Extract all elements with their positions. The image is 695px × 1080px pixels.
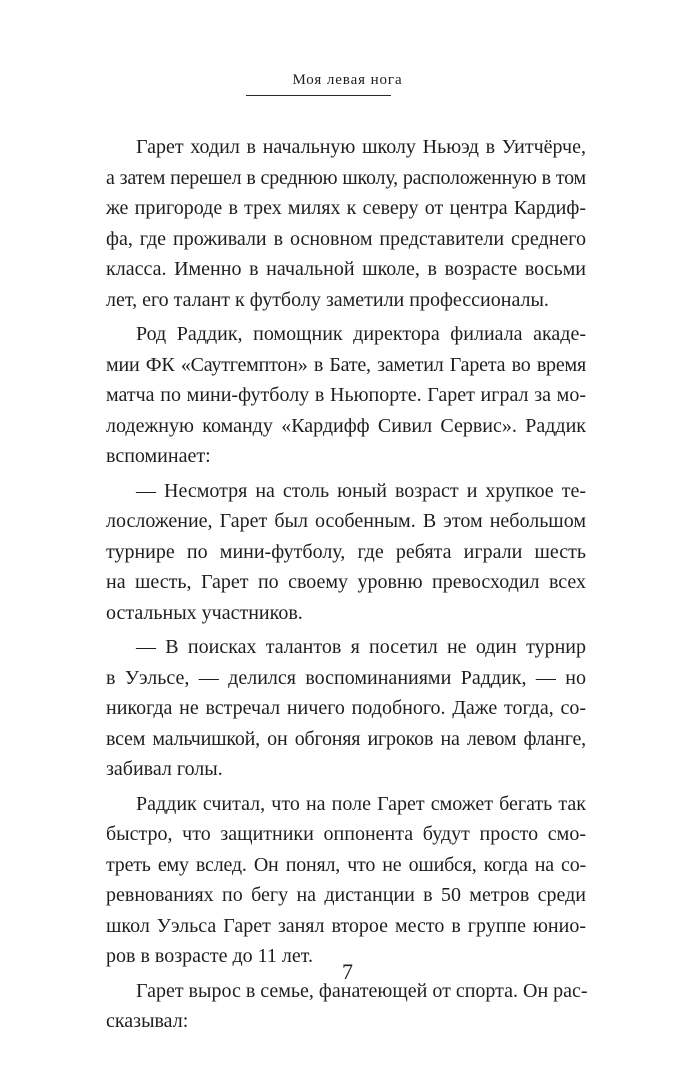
text-line: турнире по мини-футболу, где ребята играли шесть bbox=[106, 540, 586, 563]
running-head-rule bbox=[246, 95, 391, 96]
text-line: школ Уэльса Гарет занял второе место в группе юнио- bbox=[106, 914, 586, 937]
text-line: Гарет ходил в начальную школу Ньюэд в Уитчёрче, bbox=[136, 136, 586, 158]
text-line: треть ему вслед. Он понял, что не ошибся, когда на со- bbox=[106, 853, 586, 876]
paragraph bbox=[106, 632, 586, 785]
paragraph bbox=[106, 319, 586, 472]
page-number: 7 bbox=[342, 959, 353, 984]
text-line: фа, где проживали в основном представители среднего bbox=[106, 227, 586, 250]
text-line: — В поисках талантов я посетил не один турнир bbox=[136, 636, 586, 658]
text-line: матча по мини-футболу в Ньюпорте. Гарет играл за мо- bbox=[106, 384, 586, 406]
running-head-title: Моя левая нога bbox=[292, 72, 403, 88]
text-line: Раддик считал, что на поле Гарет сможет бегать так bbox=[136, 792, 586, 815]
text-line: на шесть, Гарет по своему уровню превосходил всех bbox=[106, 571, 586, 593]
paragraph bbox=[106, 789, 586, 972]
paragraph bbox=[106, 476, 586, 629]
body-text bbox=[106, 132, 586, 1037]
text-line: ревнованиях по бегу на дистанции в 50 метров среди bbox=[106, 884, 586, 906]
text-line: же пригороде в трех милях к северу от центра Кардиф- bbox=[106, 197, 586, 219]
text-line: никогда не встречал ничего подобного. Даже тогда, со- bbox=[106, 697, 586, 719]
text-line: вспоминает: bbox=[106, 445, 211, 467]
text-line: забивал голы. bbox=[106, 758, 223, 780]
text-line: лосложение, Гарет был особенным. В этом небольшом bbox=[106, 510, 586, 532]
text-line: быстро, что защитники оппонента будут просто смо- bbox=[106, 823, 586, 845]
text-line: а затем перешел в среднюю школу, расположенную в том bbox=[106, 166, 586, 189]
text-line: ров в возрасте до 11 лет. bbox=[106, 945, 313, 967]
text-line: мии ФК «Саутгемптон» в Бате, заметил Гарета во время bbox=[106, 353, 586, 376]
text-line: остальных участников. bbox=[106, 601, 303, 624]
text-line: — Несмотря на столь юный возраст и хрупкое те- bbox=[136, 479, 586, 502]
text-line: лодежную команду «Кардифф Сивил Сервис». Раддик bbox=[106, 414, 586, 437]
text-line: лет, его талант к футболу заметили профессионалы. bbox=[106, 288, 549, 311]
text-line: сказывал: bbox=[106, 1010, 189, 1032]
text-line: класса. Именно в начальной школе, в возрасте восьми bbox=[106, 258, 586, 280]
text-line: всем мальчишкой, он обгоняя игроков на левом фланге, bbox=[106, 727, 586, 750]
text-line: в Уэльсе, — делился воспоминаниями Раддик, — но bbox=[106, 666, 586, 689]
paragraph bbox=[106, 132, 586, 315]
text-line: Гарет вырос в семье, фанатеющей от спорта. Он рас- bbox=[136, 979, 588, 1002]
text-line: Род Раддик, помощник директора филиала акаде- bbox=[136, 323, 586, 345]
